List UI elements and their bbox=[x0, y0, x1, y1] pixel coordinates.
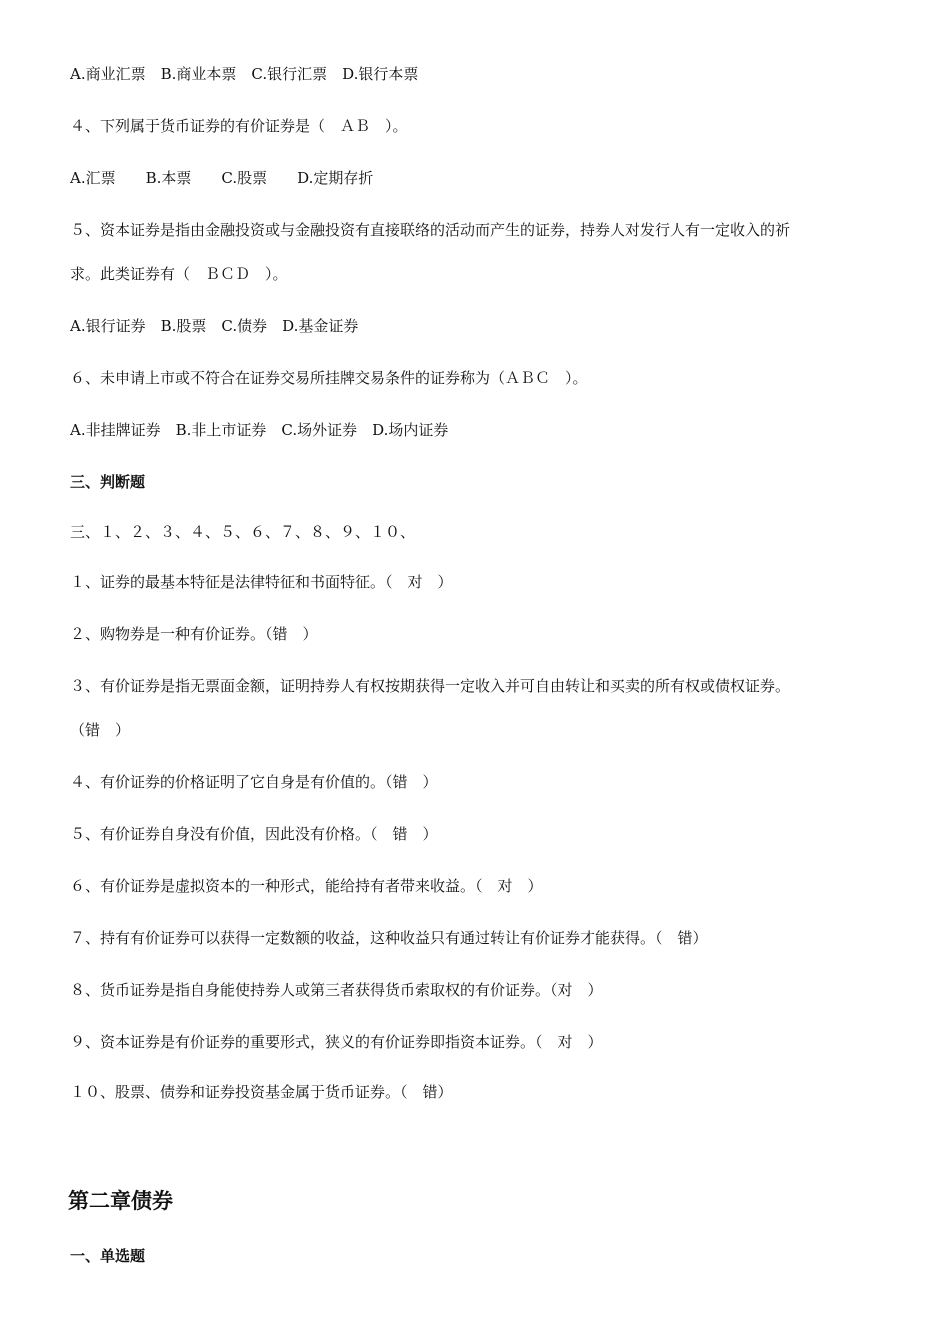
judgement-6: ６、有价证券是虚拟资本的一种形式，能给持有者带来收益。（ 对 ） bbox=[70, 877, 543, 895]
answer-index-line: 三、１、２、３、４、５、６、７、８、９、１０、 bbox=[70, 523, 416, 541]
judgement-10: １０、股票、债券和证券投资基金属于货币证券。（ 错） bbox=[70, 1083, 453, 1101]
judgement-8: ８、货币证券是指自身能使持券人或第三者获得货币索取权的有价证券。（对 ） bbox=[70, 981, 603, 999]
chapter-title: 第二章债券 bbox=[68, 1188, 173, 1213]
judgement-4: ４、有价证券的价格证明了它自身是有价值的。（错 ） bbox=[70, 773, 438, 791]
options-q4: A.汇票 B.本票 C.股票 D.定期存折 bbox=[70, 169, 374, 187]
judgement-3-line-2: （错 ） bbox=[70, 721, 131, 739]
question-6: ６、未申请上市或不符合在证券交易所挂牌交易条件的证券称为（ＡＢＣ ）。 bbox=[70, 369, 588, 387]
judgement-3-line-1: ３、有价证券是指无票面金额，证明持券人有权按期获得一定收入并可自由转让和买卖的所有权或债权证券。 bbox=[70, 677, 791, 695]
judgement-7: ７、持有有价证券可以获得一定数额的收益，这种收益只有通过转让有价证券才能获得。（ 错） bbox=[70, 929, 708, 947]
section-heading-judgement: 三、判断题 bbox=[70, 473, 146, 491]
judgement-9: ９、资本证券是有价证券的重要形式，狭义的有价证券即指资本证券。（ 对 ） bbox=[70, 1033, 603, 1051]
judgement-1: １、证券的最基本特征是法律特征和书面特征。（ 对 ） bbox=[70, 573, 453, 591]
options-q5: A.银行证券 B.股票 C.债券 D.基金证券 bbox=[70, 317, 359, 335]
judgement-2: ２、购物券是一种有价证券。（错 ） bbox=[70, 625, 318, 643]
judgement-5: ５、有价证券自身没有价值，因此没有价格。（ 错 ） bbox=[70, 825, 438, 843]
question-5-line-2: 求。此类证券有（ ＢＣＤ ）。 bbox=[70, 265, 288, 283]
section-heading-single-choice: 一、单选题 bbox=[70, 1247, 146, 1265]
options-q6: A.非挂牌证券 B.非上市证券 C.场外证券 D.场内证券 bbox=[70, 421, 449, 439]
options-q3: A.商业汇票 B.商业本票 C.银行汇票 D.银行本票 bbox=[70, 65, 419, 83]
question-4: ４、下列属于货币证券的有价证券是（ ＡＢ ）。 bbox=[70, 117, 408, 135]
question-5-line-1: ５、资本证券是指由金融投资或与金融投资有直接联络的活动而产生的证券，持券人对发行人有一定收入的祈 bbox=[70, 221, 791, 239]
